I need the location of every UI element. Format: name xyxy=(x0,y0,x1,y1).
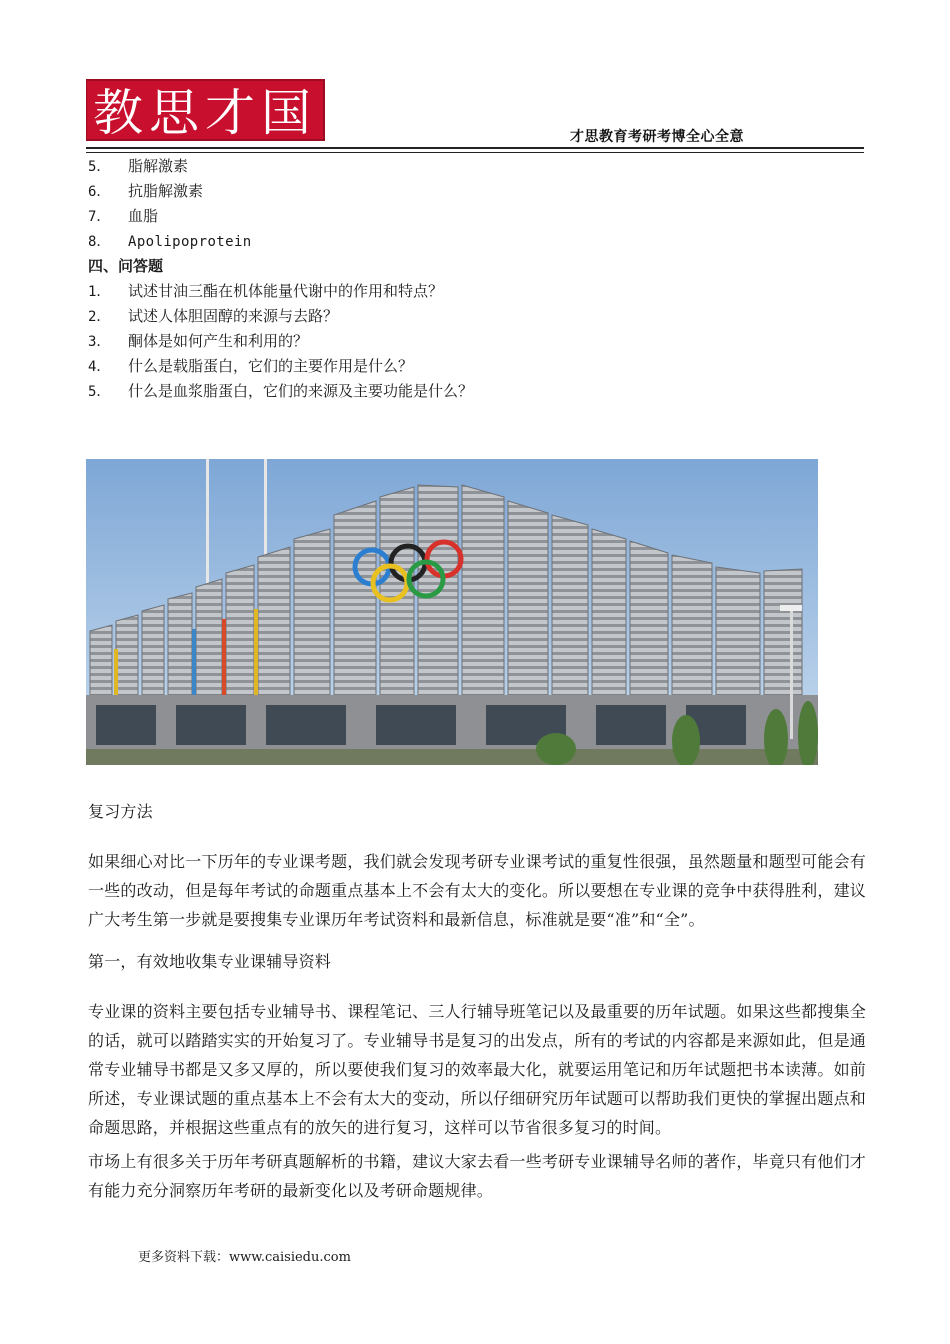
question-item: 4． 什么是载脂蛋白，它们的主要作用是什么？ xyxy=(88,357,414,375)
heading-review-method: 复习方法 xyxy=(88,802,153,821)
paragraph-materials: 专业课的资料主要包括专业辅导书、课程笔记、三人行辅导班笔记以及最重要的历年试题。如果这些都搜集全的话，就可以踏踏实实的开始复习了。专业辅导书是复习的出发点，所有的考试的内容都是来源如此，但是通常专业辅导书都是又多又厚的，所以要使我们复习的效率最大化，就要运用笔记和历年试题把书本读薄。如前所述，专业课试题的重点基本上不会有太大的变动，所以仔细研究历年试题可以帮助我们更快的掌握出题点和命题思路，并根据这些重点有的放矢的进行复习，这样可以节省很多复习的时间。 xyxy=(88,1002,866,1137)
heading-first-step: 第一，有效地收集专业课辅导资料 xyxy=(88,952,332,971)
header-rule-thick xyxy=(86,147,864,149)
header-rule-thin xyxy=(86,152,864,153)
logo-text: 教思才国 xyxy=(93,84,317,142)
term-item: 5． 脂解激素 xyxy=(88,157,189,175)
term-item: 7． 血脂 xyxy=(88,207,159,225)
caisi-logo xyxy=(86,72,326,144)
section-title: 四、问答题 xyxy=(88,257,164,275)
question-item: 3． 酮体是如何产生和利用的？ xyxy=(88,332,309,350)
term-item: 8． Apolipoprotein xyxy=(88,234,252,250)
header-tagline: 才思教育考研考博全心全意 xyxy=(570,129,744,145)
paragraph-books: 市场上有很多关于历年考研真题解析的书籍，建议大家去看一些考研专业课辅导名师的著作，毕竟只有他们才有能力充分洞察历年考研的最新变化以及考研命题规律。 xyxy=(88,1152,866,1200)
question-item: 1． 试述甘油三酯在机体能量代谢中的作用和特点？ xyxy=(88,282,444,300)
term-item: 6． 抗脂解激素 xyxy=(88,182,204,200)
footer-download-link[interactable]: 更多资料下载：www.caisiedu.com xyxy=(138,1250,351,1265)
paragraph-intro: 如果细心对比一下历年的专业课考题，我们就会发现考研专业课考试的重复性很强，虽然题量和题型可能会有一些的改动，但是每年考试的命题重点基本上不会有太大的变化。所以要想在专业课的竞争中获得胜利，建议广大考生第一步就是要搜集专业课历年考试资料和最新信息，标准就是要“准”和“全”。 xyxy=(88,852,866,929)
question-list xyxy=(88,154,868,404)
question-item: 2． 试述人体胆固醇的来源与去路？ xyxy=(88,307,339,325)
question-item: 5． 什么是血浆脂蛋白，它们的来源及主要功能是什么？ xyxy=(88,382,474,400)
stadium-photo xyxy=(86,459,818,765)
